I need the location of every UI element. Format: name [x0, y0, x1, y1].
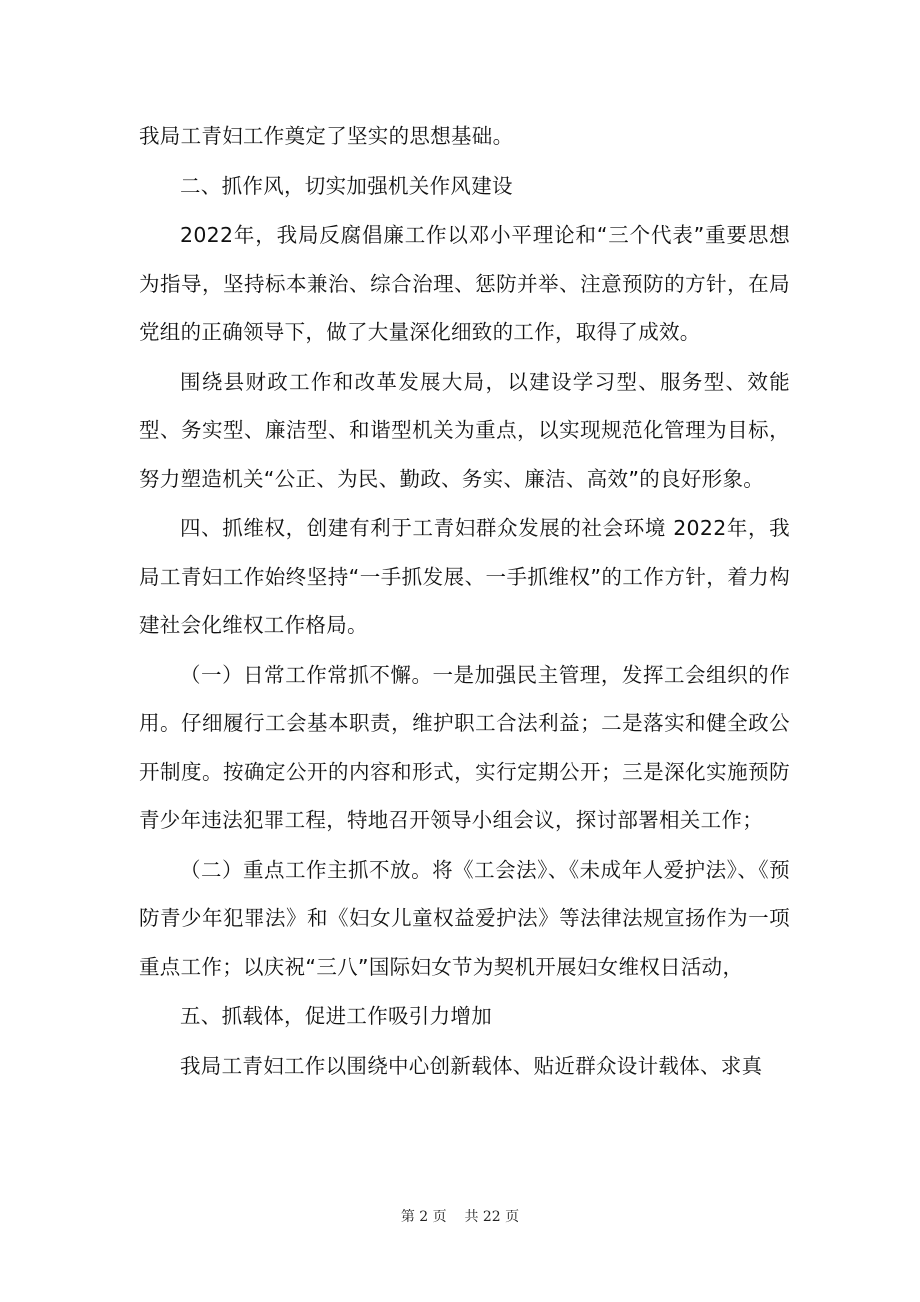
- page-total: 共 22 页: [464, 1209, 520, 1225]
- paragraph-3: 2022年，我局反腐倡廉工作以邓小平理论和“三个代表”重要思想为指导，坚持标本兼治、综合治理、惩防并举、注意预防的方针，在局党组的正确领导下，做了大量深化细致的工作，取得了成效。: [139, 223, 790, 344]
- paragraph-7: （二）重点工作主抓不放。将《工会法》、《未成年人爱护法》、《预防青少年犯罪法》和《妇女儿童权益爱护法》等法律法规宣扬作为一项重点工作；以庆祝“三八”国际妇女节为契机开展妇女维权日活动，: [139, 857, 790, 979]
- paragraph-4: 围绕县财政工作和改革发展大局，以建设学习型、服务型、效能型、务实型、廉洁型、和谐型机关为重点，以实现规范化管理为目标，努力塑造机关“公正、为民、勤政、务实、廉洁、高效”的良好形象。: [139, 369, 790, 491]
- page-footer: [0, 1206, 920, 1226]
- paragraph-5: 四、抓维权，创建有利于工青妇群众发展的社会环境 2022年，我局工青妇工作始终坚持“一手抓发展、一手抓维权”的工作方针，着力构建社会化维权工作格局。: [139, 516, 790, 637]
- section-heading-2: 二、抓作风，切实加强机关作风建设: [180, 173, 513, 198]
- paragraph-9: 我局工青妇工作以围绕中心创新载体、贴近群众设计载体、求真: [180, 1053, 763, 1078]
- document-body: [139, 112, 790, 1091]
- page-number: 第 2 页: [400, 1209, 447, 1225]
- paragraph-6: （一）日常工作常抓不懈。一是加强民主管理，发挥工会组织的作用。仔细履行工会基本职责，维护职工合法利益；二是落实和健全政公开制度。按确定公开的内容和形式，实行定期公开；三是深化实施预防青少年违法犯罪工程，特地召开领导小组会议，探讨部署相关工作；: [139, 662, 790, 832]
- section-heading-5: 五、抓载体，促进工作吸引力增加: [180, 1004, 492, 1028]
- paragraph-1: 我局工青妇工作奠定了坚实的思想基础。: [139, 124, 514, 148]
